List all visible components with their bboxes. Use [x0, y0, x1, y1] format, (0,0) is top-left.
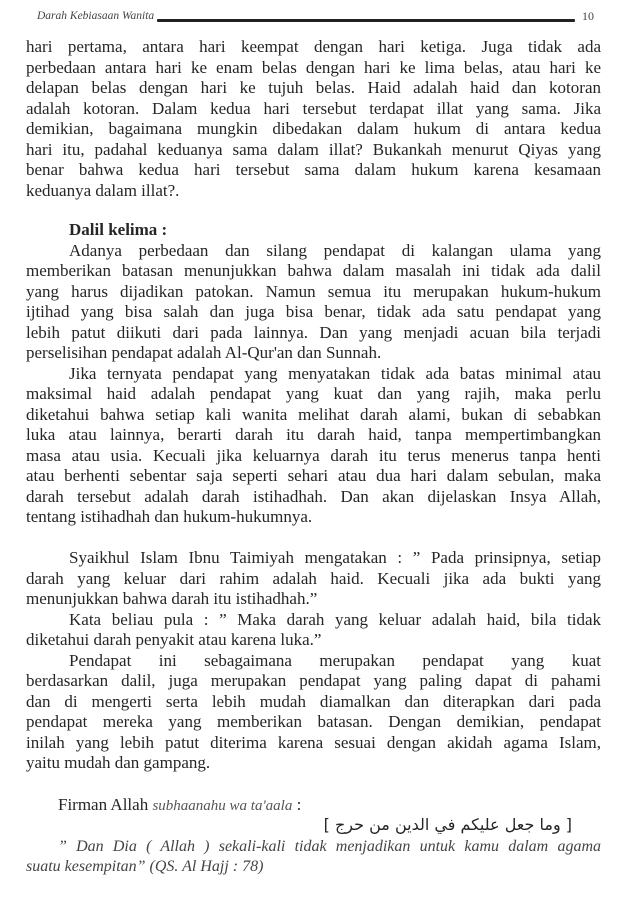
text-line: pendapat mereka yang memberikan batasan. Dengan demikian, pendapat: [26, 712, 601, 731]
text-line: atau berhenti sebentar saja seperti sehari atau dua hari dalam sebulan, maka: [26, 466, 601, 485]
text-line: diketahui darah penyakit atau karena luka.”: [26, 630, 322, 649]
text-line: maksimal haid adalah pendapat yang kuat dan yang rajih, maka perlu: [26, 384, 601, 403]
text-line: masa atau usia. Kecuali jika keluarnya darah itu terus menerus tanpa henti: [26, 445, 601, 465]
text-line: yang harus dijadikan patokan. Namun semua itu merupakan hukum-hukum: [26, 281, 601, 301]
translation-line: ” Dan Dia ( Allah ) sekali-kali tidak menjadikan untuk kamu dalam agama: [58, 838, 601, 855]
text-line: perbedaan antara hari ke enam belas dengan hari ke lima belas, atau hari ke: [26, 57, 601, 77]
text-line: yaitu mudah dan gampang.: [26, 753, 211, 772]
paragraph-4: [26, 548, 601, 610]
text-line: darah tersebut adalah darah istihadhah. Dan akan dijelaskan Insya Allah,: [26, 486, 601, 506]
paragraph-6: [26, 651, 601, 774]
text-line: berdasarkan dalil, juga merupakan pendapat yang paling dapat di pahami: [26, 671, 601, 690]
text-line: hari pertama, antara hari keempat dengan hari ketiga. Juga tidak ada: [26, 37, 601, 56]
text-line: delapan belas dengan hari ke tujuh belas. Haid adalah haid dan kotoran: [26, 78, 601, 97]
text-line: darah yang keluar dari rahim adalah haid. Kecuali jika ada bukti yang: [26, 568, 601, 588]
paragraph-3: [26, 364, 601, 528]
text-line: memberikan batasan menunjukkan bahwa dalam masalah ini tidak ada dalil: [26, 261, 601, 280]
text-line: demikian, bagaimana mungkin dibedakan dalam hukum di antara kedua: [26, 119, 601, 138]
paragraph-2: [26, 241, 601, 364]
section-dalil-kelima: [26, 220, 601, 528]
firman-honorific: subhaanahu wa ta'aala: [152, 798, 293, 814]
text-line: diketahui bahwa setiap kali wanita melihat darah alami, bukan di sebabkan: [26, 404, 601, 424]
text-line: Pendapat ini sebagaimana merupakan pendapat yang kuat: [69, 650, 601, 670]
text-line: lebih patut diikuti dari pada lainnya. Dan yang menjadi acuan bila terjadi: [26, 322, 601, 342]
text-line: benar bahwa kedua hari tersebut sama dalam hukum karena kesamaan: [26, 160, 601, 179]
text-line: adalah kotoran. Dalam kedua hari tersebut terdapat illat yang sama. Jika: [26, 98, 601, 118]
paragraph-1: [26, 37, 601, 201]
firman-colon: :: [292, 795, 302, 814]
book-title: Darah Kebiasaan Wanita: [37, 10, 155, 22]
firman-intro: [58, 795, 301, 815]
text-line: menunjukkan bahwa darah itu istihadhah.”: [26, 589, 318, 608]
translation-line: suatu kesempitan” (QS. Al Hajj : 78): [26, 858, 264, 875]
text-line: Adanya perbedaan dan silang pendapat di kalangan ulama yang: [69, 240, 601, 260]
text-line: hari itu, padahal keduanya sama dalam illat? Bukankah menurut Qiyas yang: [26, 139, 601, 159]
text-line: dan di mengerti serta lebih mudah diamalkan dan diterapkan dari pada: [26, 691, 601, 711]
arabic-verse: [ وما جعل عليكم في الدين من حرج ]: [323, 815, 572, 834]
text-line: keduanya dalam illat?.: [26, 180, 180, 200]
text-line: perselisihan pendapat adalah Al-Qur'an dan Sunnah.: [26, 343, 382, 362]
text-line: Syaikhul Islam Ibnu Taimiyah mengatakan : ” Pada prinsipnya, setiap: [69, 548, 601, 567]
text-line: Jika ternyata pendapat yang menyatakan tidak ada batas minimal atau: [69, 363, 601, 383]
text-line: tentang istihadhah dan hukum-hukumnya.: [26, 507, 313, 526]
verse-translation: [26, 837, 601, 877]
paragraph-5: [26, 610, 601, 651]
firman-label: Firman Allah: [58, 795, 149, 814]
section-heading: Dalil kelima :: [69, 220, 168, 239]
text-line: inilah yang lebih patut diterima karena sesuai dengan akidah agama Islam,: [26, 732, 601, 752]
header-rule: [157, 19, 575, 22]
page-number: 10: [582, 9, 594, 23]
text-line: luka atau lainnya, berarti darah itu darah haid, tanpa mempertimbangkan: [26, 425, 601, 444]
text-line: ijtihad yang bisa salah dan juga bisa benar, tidak ada satu pendapat yang: [26, 302, 601, 321]
section-quotes: [26, 548, 601, 774]
text-line: Kata beliau pula : ” Maka darah yang keluar adalah haid, bila tidak: [69, 609, 601, 629]
